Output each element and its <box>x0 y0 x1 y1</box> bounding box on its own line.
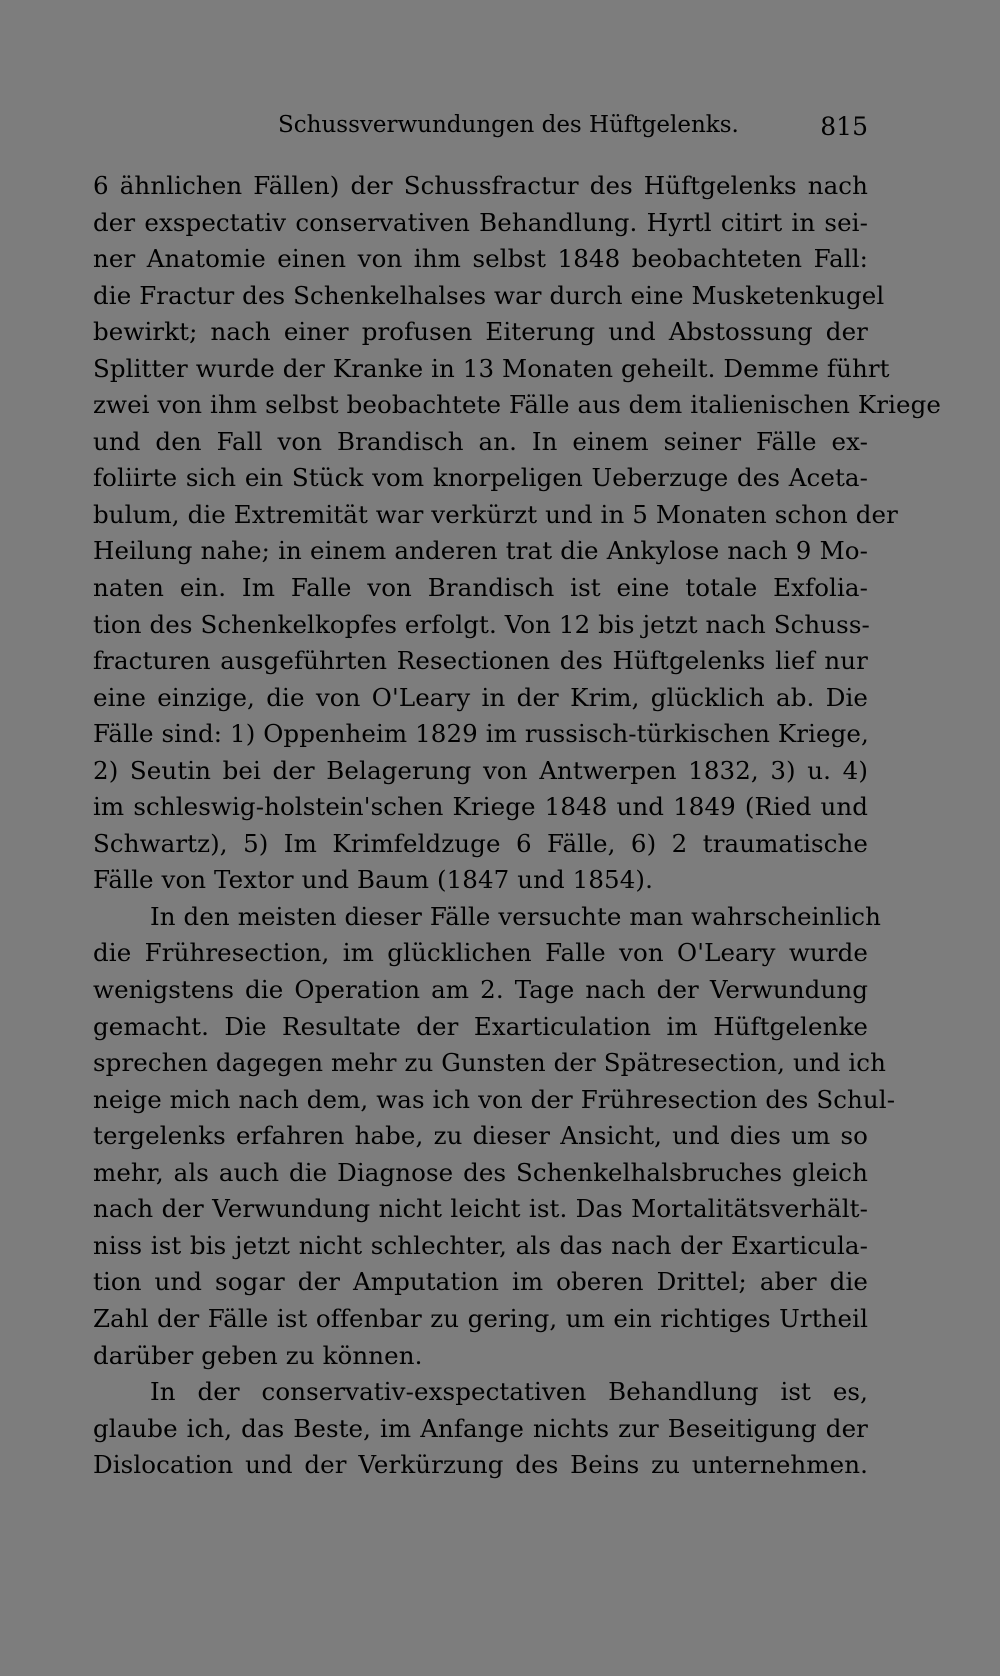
text-line: bewirkt; nach einer profusen Eiterung und Abstossung der <box>93 317 868 347</box>
text-line: 2) Seutin bei der Belagerung von Antwerpen 1832, 3) u. 4) <box>93 755 868 785</box>
text-line: und den Fall von Brandisch an. In einem seiner Fälle ex- <box>93 426 868 456</box>
text-line: Zahl der Fälle ist offenbar zu gering, um ein richtiges Urtheil <box>93 1303 868 1333</box>
text-line: mehr, als auch die Diagnose des Schenkelhalsbruches gleich <box>93 1157 868 1187</box>
text-line: ner Anatomie einen von ihm selbst 1848 beobachteten Fall: <box>93 244 868 274</box>
text-line: zwei von ihm selbst beobachtete Fälle aus dem italienischen Kriege <box>93 390 941 420</box>
text-line: tergelenks erfahren habe, zu dieser Ansicht, und dies um so <box>93 1121 868 1151</box>
text-line: In den meisten dieser Fälle versuchte man wahrscheinlich <box>150 901 882 931</box>
text-line: Dislocation und der Verkürzung des Beins zu unternehmen. <box>93 1450 868 1480</box>
text-line: tion des Schenkelkopfes erfolgt. Von 12 bis jetzt nach Schuss- <box>93 609 870 639</box>
text-line: In der conservativ-exspectativen Behandlung ist es, <box>150 1377 868 1407</box>
text-line: sprechen dagegen mehr zu Gunsten der Spätresection, und ich <box>93 1048 887 1078</box>
text-line: niss ist bis jetzt nicht schlechter, als das nach der Exarticula- <box>93 1230 868 1260</box>
text-line: darüber geben zu können. <box>93 1340 423 1370</box>
text-line: gemacht. Die Resultate der Exarticulation im Hüftgelenke <box>93 1011 868 1041</box>
text-line: Fälle von Textor und Baum (1847 und 1854). <box>93 865 653 895</box>
text-line: Splitter wurde der Kranke in 13 Monaten geheilt. Demme führt <box>93 353 890 383</box>
text-line: neige mich nach dem, was ich von der Frühresection des Schul- <box>93 1084 896 1114</box>
text-line: der exspectativ conservativen Behandlung. Hyrtl citirt in sei- <box>93 207 868 237</box>
text-line: Heilung nahe; in einem anderen trat die Ankylose nach 9 Mo- <box>93 536 868 566</box>
text-line: Fälle sind: 1) Oppenheim 1829 im russisch-türkischen Kriege, <box>93 719 869 749</box>
text-line: nach der Verwundung nicht leicht ist. Das Mortalitätsverhält- <box>93 1194 868 1224</box>
text-line: naten ein. Im Falle von Brandisch ist eine totale Exfolia- <box>93 573 868 603</box>
running-header <box>93 112 868 146</box>
text-line: die Fractur des Schenkelhalses war durch eine Musketenkugel <box>93 280 885 310</box>
body-text <box>93 168 941 1484</box>
text-line: im schleswig-holstein'schen Kriege 1848 und 1849 (Ried und <box>93 792 868 822</box>
text-line: eine einzige, die von O'Leary in der Krim, glücklich ab. Die <box>93 682 868 712</box>
text-line: glaube ich, das Beste, im Anfange nichts zur Beseitigung der <box>93 1413 868 1443</box>
page-number: 815 <box>820 112 868 141</box>
text-line: Schwartz), 5) Im Krimfeldzuge 6 Fälle, 6) 2 traumatische <box>93 828 868 858</box>
text-line: die Frühresection, im glücklichen Falle von O'Leary wurde <box>93 938 868 968</box>
text-line: fracturen ausgeführten Resectionen des Hüftgelenks lief nur <box>93 646 868 676</box>
text-line: wenigstens die Operation am 2. Tage nach der Verwundung <box>93 975 868 1005</box>
text-line: bulum, die Extremität war verkürzt und in 5 Monaten schon der <box>93 499 898 529</box>
text-line: tion und sogar der Amputation im oberen Drittel; aber die <box>93 1267 868 1297</box>
text-line: 6 ähnlichen Fällen) der Schussfractur des Hüftgelenks nach <box>93 171 868 200</box>
text-line: foliirte sich ein Stück vom knorpeligen Ueberzuge des Aceta- <box>93 463 868 493</box>
running-title: Schussverwundungen des Hüftgelenks. <box>278 112 739 138</box>
